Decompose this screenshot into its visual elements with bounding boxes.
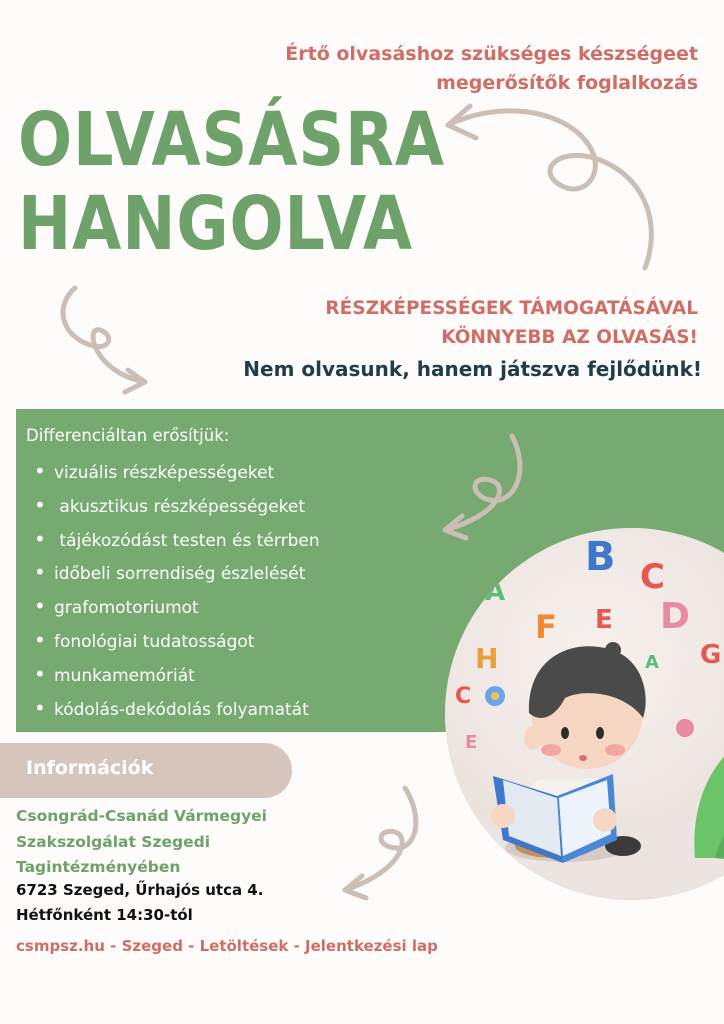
letter-g-icon: G: [700, 640, 722, 670]
letter-a-icon: A: [645, 652, 659, 673]
letter-f-icon: F: [535, 608, 557, 646]
letter-a-icon: A: [485, 577, 506, 607]
letter-e-icon: E: [465, 732, 478, 753]
web-reference: csmpsz.hu - Szeged - Letöltések - Jelentkezési lap: [16, 937, 438, 955]
subtitle-line-1: Értő olvasáshoz szükséges készségeet: [285, 43, 698, 65]
support-line-1: RÉSZKÉPESSÉGEK TÁMOGATÁSÁVAL: [325, 298, 698, 319]
list-item: • tájékozódást testen és térrben: [34, 523, 320, 557]
list-item: • akusztikus részképességeket: [34, 489, 320, 523]
list-item: • munkamemóriát: [34, 658, 320, 692]
swirl-arrow-icon: [448, 106, 651, 268]
org-line-2: Szakszolgálat Szegedi: [16, 832, 211, 851]
tagline: Nem olvasunk, hanem játszva fejlődünk!: [243, 357, 702, 381]
subtitle-line-2: megerősítők foglalkozás: [436, 72, 698, 94]
address: 6723 Szeged, Űrhajós utca 4.: [16, 881, 264, 899]
list-item: • vizuális részképességeket: [34, 455, 320, 489]
letter-h-icon: H: [475, 642, 499, 675]
letter-c-icon: C: [455, 684, 472, 709]
letter-c-icon: C: [640, 557, 665, 597]
list-item: • kódolás-dekódolás folyamatát: [34, 692, 320, 726]
list-item: • fonológiai tudatosságot: [34, 624, 320, 658]
title-line-2: HANGOLVA: [18, 181, 413, 267]
letter-d-icon: D: [660, 596, 690, 637]
schedule: Hétfőnként 14:30-tól: [16, 906, 193, 924]
letter-b-icon: B: [585, 534, 616, 580]
title-line-1: OLVASÁSRA: [18, 97, 446, 183]
list-item: • grafomotoriumot: [34, 590, 320, 624]
letter-e-icon: E: [595, 605, 613, 635]
swirl-arrow-icon: [63, 288, 145, 392]
support-line-2: KÖNNYEBB AZ OLVASÁS!: [441, 327, 698, 348]
org-line-3: Tagintézményében: [16, 858, 181, 876]
info-tab-label: Információk: [26, 757, 154, 779]
org-line-1: Csongrád-Csanád Vármegyei: [16, 807, 267, 825]
swirl-arrow-icon: [345, 788, 416, 898]
list-item: • időbeli sorrendiség észlelését: [34, 556, 320, 590]
skills-intro: Differenciáltan erősítjük:: [26, 426, 230, 445]
swirl-arrow-icon: [445, 436, 520, 538]
